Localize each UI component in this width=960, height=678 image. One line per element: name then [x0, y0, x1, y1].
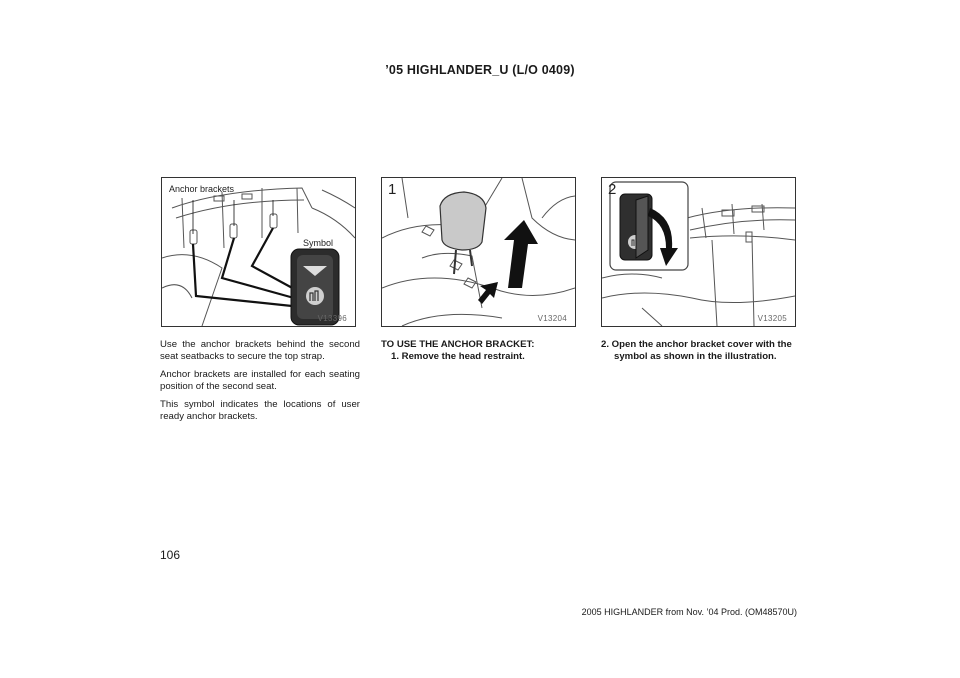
- paragraph: Use the anchor brackets behind the second seat seatbacks to secure the top strap.: [160, 339, 360, 362]
- page-footer: 2005 HIGHLANDER from Nov. ’04 Prod. (OM48570U): [581, 607, 797, 617]
- symbol-label: Symbol: [303, 238, 334, 248]
- step-1-text: 1. Remove the head restraint.: [391, 351, 525, 362]
- anchor-brackets-label: Anchor brackets: [169, 184, 235, 194]
- step-number: 1: [388, 181, 397, 198]
- figure-code: V13205: [757, 314, 787, 323]
- figure-code: V13396: [317, 314, 347, 323]
- column-1-text: [160, 339, 360, 429]
- section-heading: TO USE THE ANCHOR BRACKET:: [381, 339, 535, 350]
- paragraph: This symbol indicates the locations of user ready anchor brackets.: [160, 399, 360, 422]
- figure-remove-head-restraint: [381, 177, 576, 327]
- page-header-title: ’05 HIGHLANDER_U (L/O 0409): [385, 63, 575, 77]
- paragraph: Anchor brackets are installed for each seating position of the second seat.: [160, 369, 360, 392]
- column-3-text: [601, 339, 801, 369]
- figure-code: V13204: [537, 314, 567, 323]
- head-restraint-illustration: [382, 178, 575, 326]
- step-number: 2: [608, 181, 617, 198]
- step-2-text: 2. Open the anchor bracket cover with the symbol as shown in the illustration.: [601, 339, 792, 362]
- open-cover-illustration: [602, 178, 795, 326]
- figure-anchor-brackets: [161, 177, 356, 327]
- column-2-text: [381, 339, 581, 369]
- anchor-brackets-illustration: [162, 178, 355, 326]
- page-number: 106: [160, 548, 181, 562]
- figure-open-cover: [601, 177, 796, 327]
